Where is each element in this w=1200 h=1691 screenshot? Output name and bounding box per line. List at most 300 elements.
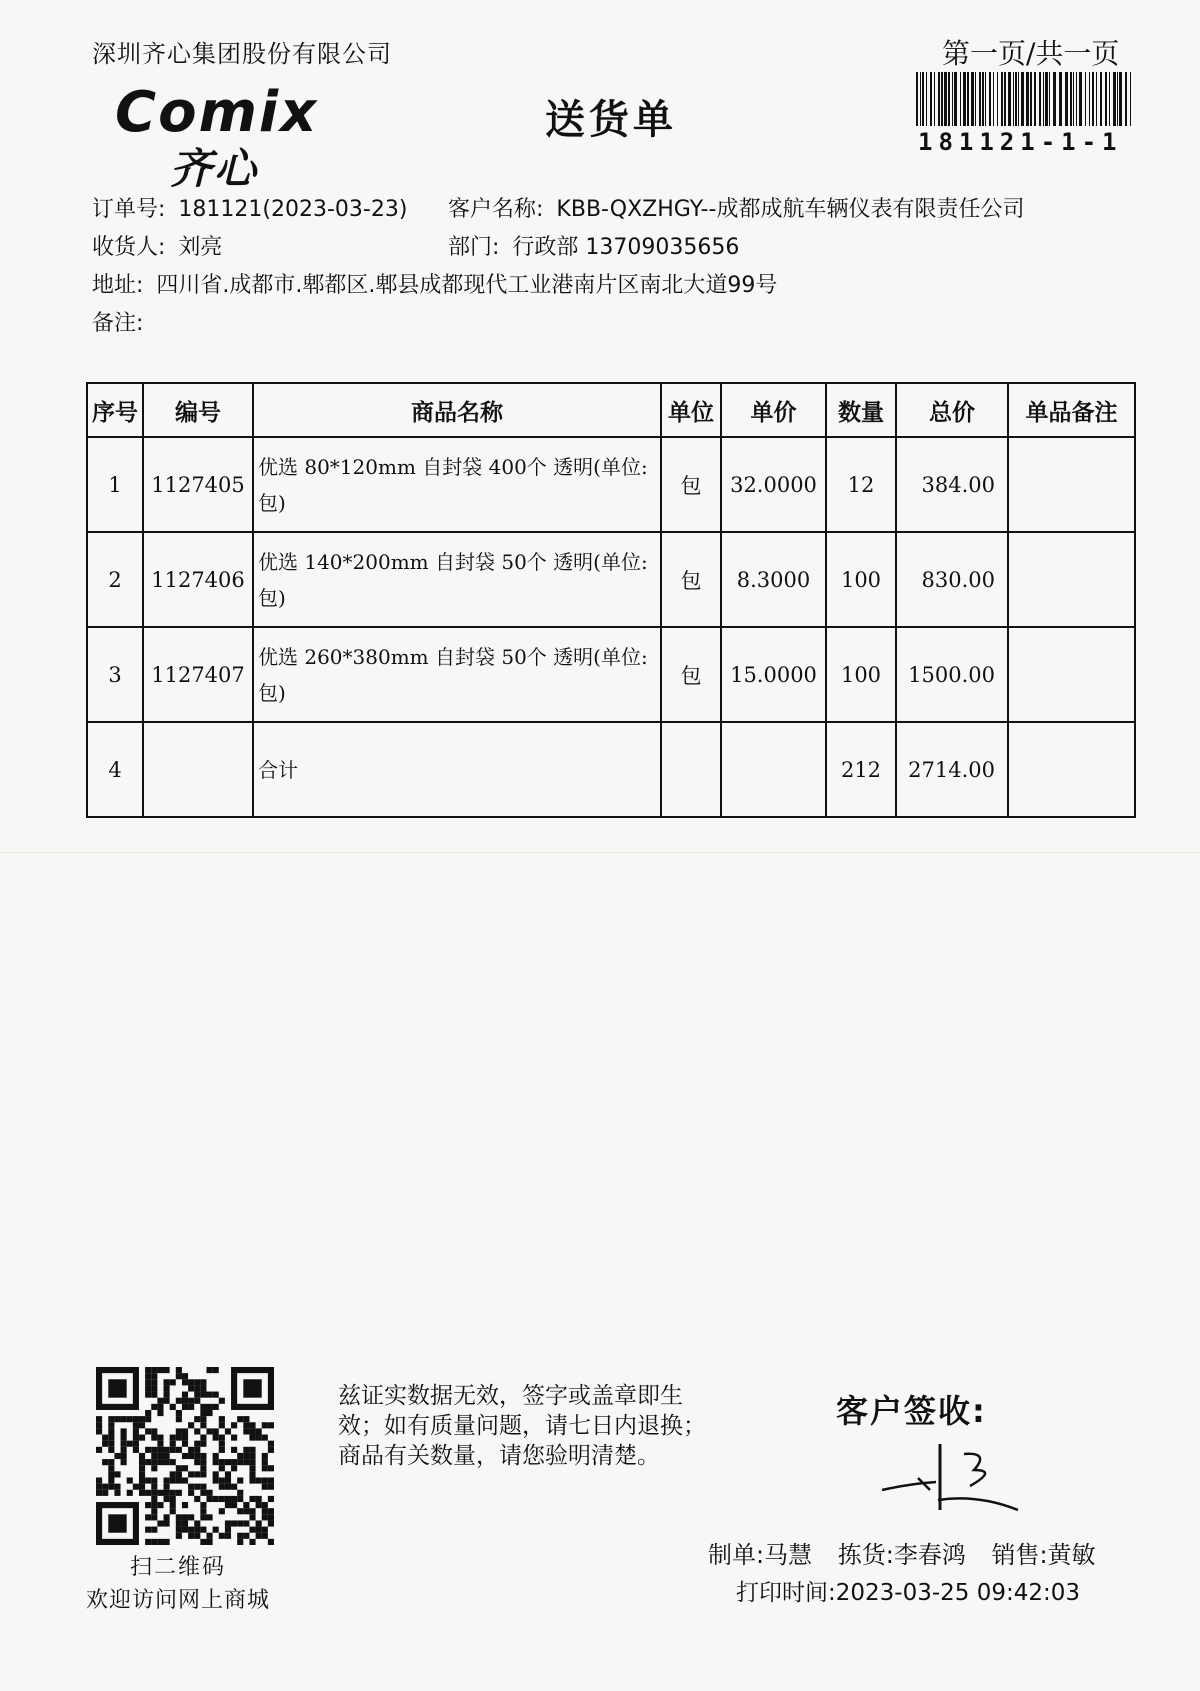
qr-module (121, 1459, 127, 1465)
qr-module (237, 1539, 243, 1545)
qr-module (256, 1502, 262, 1508)
qr-module (145, 1416, 151, 1422)
dept-value: 行政部 13709035656 (512, 235, 740, 260)
qr-module (219, 1416, 225, 1422)
row-no: 3 (87, 627, 143, 722)
qr-module (164, 1539, 170, 1545)
qr-module (213, 1404, 219, 1410)
qr-module (151, 1392, 157, 1398)
qr-module (170, 1471, 176, 1477)
barcode-bar (1001, 72, 1003, 126)
row-code: 1127405 (143, 437, 253, 532)
qr-module (145, 1459, 151, 1465)
qr-module (231, 1447, 237, 1453)
qr-module (151, 1428, 157, 1434)
qr-module (243, 1416, 249, 1422)
qr-module (231, 1520, 237, 1526)
barcode-bar (1021, 72, 1024, 126)
qr-module (268, 1422, 274, 1428)
qr-module (194, 1527, 200, 1533)
qr-module (164, 1459, 170, 1465)
row-remark (1008, 627, 1135, 722)
qr-module (194, 1484, 200, 1490)
qr-module (151, 1527, 157, 1533)
qr-module (213, 1471, 219, 1477)
qr-module (157, 1502, 163, 1508)
items-table (86, 382, 1136, 818)
qr-module (182, 1379, 188, 1385)
qr-module (164, 1398, 170, 1404)
qr-module (145, 1385, 151, 1391)
qr-module (194, 1533, 200, 1539)
qr-module (114, 1453, 120, 1459)
qr-module (268, 1514, 274, 1520)
qr-module (225, 1502, 231, 1508)
qr-module (133, 1428, 139, 1434)
qr-module (219, 1435, 225, 1441)
qr-module (243, 1533, 249, 1539)
qr-module (225, 1533, 231, 1539)
qr-module (121, 1447, 127, 1453)
qr-caption-scan: 扫二维码 (130, 1555, 227, 1580)
qr-module (151, 1435, 157, 1441)
qr-module (182, 1465, 188, 1471)
qr-module (225, 1428, 231, 1434)
header-unit: 单位 (661, 383, 721, 437)
header-code: 编号 (143, 383, 253, 437)
qr-module (237, 1520, 243, 1526)
customer-sign-label: 客户签收: (836, 1392, 987, 1430)
row-name: 优选 260*380mm 自封袋 50个 透明(单位:包) (253, 627, 661, 722)
qr-module (145, 1392, 151, 1398)
qr-module (262, 1459, 268, 1465)
total-row (87, 722, 1135, 817)
barcode-bar (1079, 72, 1082, 126)
customer-name (448, 192, 1024, 223)
qr-module (164, 1514, 170, 1520)
barcode-bar (960, 72, 961, 126)
barcode-bar (989, 72, 991, 126)
qr-caption-welcome: 欢迎访问网上商城 (86, 1588, 271, 1613)
row-code: 1127407 (143, 627, 253, 722)
qr-module (237, 1459, 243, 1465)
order-label: 订单号: (92, 197, 166, 222)
qr-module (151, 1465, 157, 1471)
qr-module (108, 1379, 126, 1397)
header-name: 商品名称 (253, 383, 661, 437)
qr-module (145, 1514, 151, 1520)
qr-module (139, 1465, 145, 1471)
qr-module (268, 1496, 274, 1502)
barcode-bar (926, 72, 927, 126)
qr-module (139, 1471, 145, 1477)
paper-fold-line (0, 852, 1200, 854)
address-value: 四川省.成都市.郫都区.郫县成都现代工业港南片区南北大道99号 (156, 273, 778, 298)
row-unit: 包 (661, 627, 721, 722)
qr-module (157, 1441, 163, 1447)
qr-module (114, 1416, 120, 1422)
qr-module (151, 1404, 157, 1410)
qr-module (249, 1422, 255, 1428)
qr-module (237, 1508, 243, 1514)
qr-module (176, 1435, 182, 1441)
row-total: 1500.00 (896, 627, 1008, 722)
qr-module (96, 1416, 102, 1422)
qr-module (133, 1435, 139, 1441)
qr-module (170, 1496, 176, 1502)
qr-module (262, 1453, 268, 1459)
qr-module (219, 1441, 225, 1447)
barcode-bar (952, 72, 953, 126)
qr-module (188, 1471, 194, 1477)
notice-line: 商品有关数量，请您验明清楚。 (338, 1443, 660, 1469)
qr-module (145, 1527, 151, 1533)
qr-module (151, 1367, 157, 1373)
qr-module (108, 1422, 114, 1428)
qr-module (249, 1477, 255, 1483)
barcode-bar (1030, 72, 1032, 126)
qr-module (262, 1465, 268, 1471)
qr-module (96, 1477, 102, 1483)
header-price: 单价 (721, 383, 826, 437)
qr-module (249, 1453, 255, 1459)
qr-module (164, 1490, 170, 1496)
qr-module (170, 1502, 176, 1508)
qr-module (151, 1490, 157, 1496)
table-row (87, 437, 1135, 532)
qr-module (164, 1477, 170, 1483)
qr-module (213, 1496, 219, 1502)
qr-module (194, 1398, 200, 1404)
qr-module (151, 1459, 157, 1465)
qr-module (262, 1527, 268, 1533)
barcode-bar (1049, 72, 1050, 126)
qr-module (164, 1385, 170, 1391)
qr-module (194, 1496, 200, 1502)
qr-module (145, 1447, 151, 1453)
qr-module (102, 1459, 108, 1465)
qr-module (256, 1428, 262, 1434)
row-qty: 100 (826, 532, 896, 627)
qr-module (96, 1490, 102, 1496)
qr-module (188, 1453, 194, 1459)
qr-module (108, 1435, 114, 1441)
row-name: 优选 140*200mm 自封袋 50个 透明(单位:包) (253, 532, 661, 627)
qr-module (151, 1539, 157, 1545)
qr-module (188, 1447, 194, 1453)
row-qty: 12 (826, 437, 896, 532)
qr-module (164, 1496, 170, 1502)
row-price (721, 722, 826, 817)
barcode-bar (1004, 72, 1006, 126)
logo-en: Comix (115, 80, 319, 145)
remark-label: 备注: (92, 311, 144, 336)
qr-module (200, 1385, 206, 1391)
qr-module (219, 1422, 225, 1428)
qr-module (164, 1447, 170, 1453)
qr-module (206, 1539, 212, 1545)
table-row (87, 627, 1135, 722)
barcode-bar (954, 72, 957, 126)
barcode-bar (916, 72, 918, 126)
qr-module (225, 1527, 231, 1533)
qr-module (200, 1441, 206, 1447)
qr-module (268, 1465, 274, 1471)
qr-module (206, 1514, 212, 1520)
qr-module (194, 1447, 200, 1453)
qr-module (170, 1477, 176, 1483)
qr-module (231, 1435, 237, 1441)
qr-module (206, 1428, 212, 1434)
qr-module (237, 1416, 243, 1422)
barcode-bar (1043, 72, 1044, 126)
header-total: 总价 (896, 383, 1008, 437)
qr-module (139, 1416, 145, 1422)
barcode-bar (1096, 72, 1097, 126)
qr-module (194, 1459, 200, 1465)
qr-module (200, 1484, 206, 1490)
qr-module (145, 1490, 151, 1496)
qr-module (170, 1508, 176, 1514)
qr-module (194, 1471, 200, 1477)
qr-module (249, 1514, 255, 1520)
qr-module (151, 1502, 157, 1508)
qr-module (127, 1416, 133, 1422)
table-row (87, 532, 1135, 627)
barcode-bar (1013, 72, 1014, 126)
qr-module (133, 1441, 139, 1447)
qr-module (182, 1398, 188, 1404)
company-name: 深圳齐心集团股份有限公司 (92, 40, 392, 68)
row-remark (1008, 722, 1135, 817)
barcode-bar (920, 72, 921, 126)
print-time: 打印时间:2023-03-25 09:42:03 (736, 1580, 1081, 1606)
qr-module (219, 1477, 225, 1483)
qr-module (243, 1453, 249, 1459)
barcode-bar (1113, 72, 1116, 126)
barcode-bar (948, 72, 950, 126)
row-code (143, 722, 253, 817)
barcode-bar (1109, 72, 1110, 126)
receiver-value: 刘亮 (178, 235, 223, 260)
qr-module (213, 1392, 219, 1398)
qr-module (194, 1385, 200, 1391)
qr-module (145, 1539, 151, 1545)
barcode-bar (1034, 72, 1036, 126)
qr-module (157, 1404, 163, 1410)
qr-module (249, 1471, 255, 1477)
row-total: 2714.00 (896, 722, 1008, 817)
picker: 拣货:李春鸿 (837, 1541, 966, 1569)
qr-module (139, 1422, 145, 1428)
qr-module (108, 1447, 114, 1453)
barcode-bar (1026, 72, 1029, 126)
qr-module (127, 1441, 133, 1447)
logo-cn: 齐心 (170, 144, 259, 193)
row-qty: 100 (826, 627, 896, 722)
row-unit (661, 722, 721, 817)
qr-module (157, 1520, 163, 1526)
qr-module (182, 1502, 188, 1508)
qr-module (121, 1441, 127, 1447)
qr-module (182, 1404, 188, 1410)
qr-module (176, 1465, 182, 1471)
receiver (92, 230, 222, 261)
signature-icon (878, 1440, 1028, 1520)
qr-module (213, 1453, 219, 1459)
qr-module (268, 1441, 274, 1447)
customer-value: KBB-QXZHGY--成都成航车辆仪表有限责任公司 (556, 197, 1025, 222)
qr-module (262, 1533, 268, 1539)
qr-module (151, 1447, 157, 1453)
qr-module (127, 1490, 133, 1496)
qr-module (262, 1508, 268, 1514)
barcode-bar (1053, 72, 1056, 126)
qr-module (237, 1453, 243, 1459)
qr-module (114, 1490, 120, 1496)
qr-module (188, 1379, 194, 1385)
qr-module (151, 1514, 157, 1520)
qr-module (219, 1508, 225, 1514)
qr-module (243, 1447, 249, 1453)
barcode-bar (1059, 72, 1062, 126)
qr-module (262, 1422, 268, 1428)
qr-module (108, 1484, 114, 1490)
qr-module (200, 1508, 206, 1514)
qr-module (121, 1453, 127, 1459)
barcode-bar (1039, 72, 1041, 126)
qr-module (102, 1435, 108, 1441)
qr-module (96, 1447, 102, 1453)
qr-module (256, 1527, 262, 1533)
qr-module (206, 1392, 212, 1398)
barcode-bar (975, 72, 976, 126)
row-price: 32.0000 (721, 437, 826, 532)
qr-module (200, 1410, 206, 1416)
row-unit: 包 (661, 532, 721, 627)
qr-module (145, 1367, 151, 1373)
qr-module (243, 1520, 249, 1526)
document-title: 送货单 (545, 97, 677, 143)
qr-module (176, 1520, 182, 1526)
qr-module (164, 1484, 170, 1490)
qr-module (194, 1392, 200, 1398)
qr-module (268, 1539, 274, 1545)
qr-module (188, 1404, 194, 1410)
qr-module (182, 1373, 188, 1379)
qr-module (206, 1533, 212, 1539)
qr-module (188, 1385, 194, 1391)
barcode-bar (941, 72, 943, 126)
barcode-bar (1092, 72, 1094, 126)
qr-module (133, 1447, 139, 1453)
qr-module (176, 1416, 182, 1422)
qr-module (225, 1496, 231, 1502)
qr-module (139, 1453, 145, 1459)
qr-module (249, 1428, 255, 1434)
qr-module (151, 1484, 157, 1490)
qr-module (200, 1459, 206, 1465)
qr-module (145, 1477, 151, 1483)
qr-module (96, 1484, 102, 1490)
qr-module (182, 1453, 188, 1459)
qr-module (256, 1533, 262, 1539)
sales: 销售:黄敏 (991, 1541, 1096, 1569)
qr-module (145, 1502, 151, 1508)
row-remark (1008, 532, 1135, 627)
qr-module (249, 1496, 255, 1502)
qr-module (182, 1514, 188, 1520)
qr-module (139, 1459, 145, 1465)
qr-module (170, 1441, 176, 1447)
header-no: 序号 (87, 383, 143, 437)
qr-module (133, 1484, 139, 1490)
qr-module (182, 1477, 188, 1483)
qr-module (200, 1471, 206, 1477)
dept-label: 部门: (448, 235, 500, 260)
qr-module (237, 1490, 243, 1496)
table-header-row (87, 383, 1135, 437)
qr-module (256, 1477, 262, 1483)
qr-module (249, 1465, 255, 1471)
qr-module (182, 1441, 188, 1447)
barcode-bar (1070, 72, 1072, 126)
qr-module (108, 1465, 114, 1471)
qr-module (200, 1404, 206, 1410)
row-no: 1 (87, 437, 143, 532)
qr-module (194, 1441, 200, 1447)
qr-module (176, 1428, 182, 1434)
barcode-bar (1045, 72, 1048, 126)
qr-module (151, 1379, 157, 1385)
barcode-bar (1018, 72, 1019, 126)
barcode-bar (1073, 72, 1074, 126)
row-total: 830.00 (896, 532, 1008, 627)
barcode-bar (1130, 72, 1131, 126)
qr-module (194, 1379, 200, 1385)
address-label: 地址: (92, 273, 144, 298)
qr-module (176, 1490, 182, 1496)
qr-module (225, 1520, 231, 1526)
qr-module (206, 1367, 212, 1373)
qr-module (108, 1416, 114, 1422)
staff-line (708, 1535, 1096, 1570)
qr-module (200, 1527, 206, 1533)
qr-module (206, 1496, 212, 1502)
qr-module (151, 1477, 157, 1483)
qr-module (219, 1496, 225, 1502)
qr-module (114, 1484, 120, 1490)
qr-module (188, 1514, 194, 1520)
qr-module (262, 1435, 268, 1441)
qr-module (182, 1392, 188, 1398)
qr-module (145, 1379, 151, 1385)
qr-module (200, 1490, 206, 1496)
qr-module (237, 1533, 243, 1539)
qr-module (262, 1477, 268, 1483)
qr-module (108, 1428, 114, 1434)
qr-module (176, 1471, 182, 1477)
qr-module (237, 1496, 243, 1502)
qr-module (133, 1416, 139, 1422)
qr-module (96, 1422, 102, 1428)
qr-module (164, 1520, 170, 1526)
qr-module (139, 1435, 145, 1441)
qr-module (170, 1447, 176, 1453)
qr-module (219, 1465, 225, 1471)
barcode-bar (985, 72, 986, 126)
qr-module (213, 1428, 219, 1434)
